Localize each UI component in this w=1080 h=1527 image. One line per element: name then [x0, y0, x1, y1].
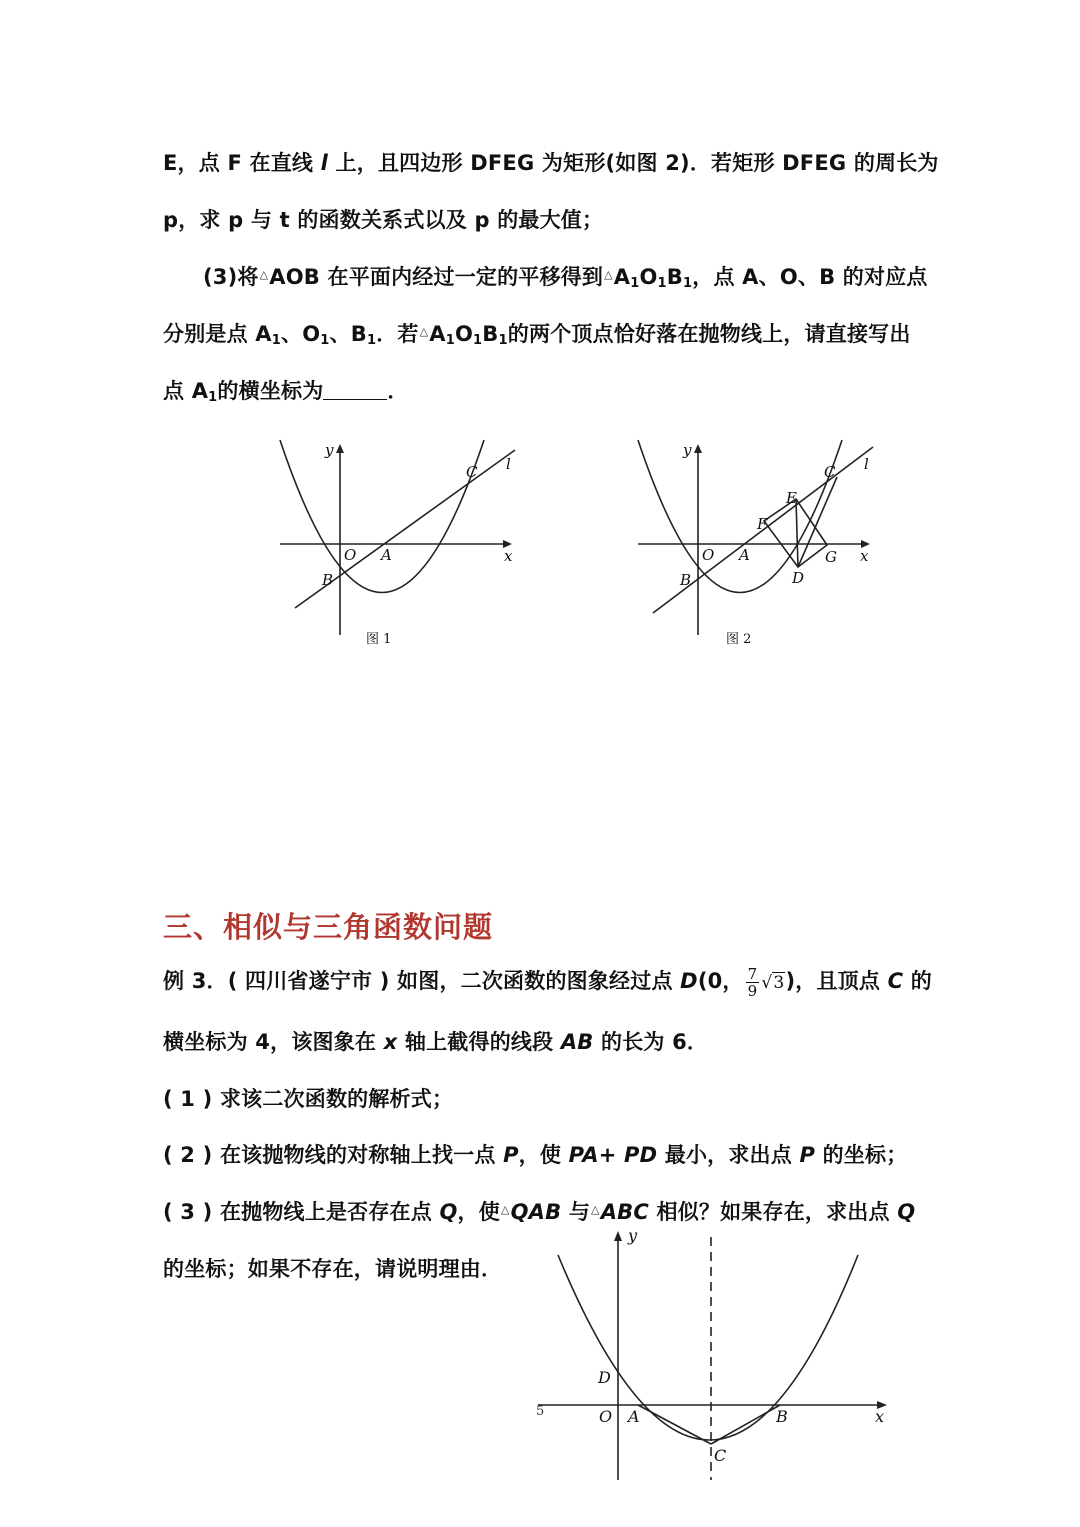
sqrt — [761, 972, 785, 993]
label-G: G — [825, 548, 837, 566]
figure-2 — [628, 435, 888, 655]
text-span: ，使 — [457, 1200, 500, 1224]
text-span: )，且顶点 — [785, 969, 888, 993]
text-span: (3)将 — [203, 265, 259, 289]
text-span: p，求 p 与 t 的函数关系式以及 p 的最大值； — [163, 208, 604, 232]
text-span: + — [598, 1143, 625, 1167]
label-D: D — [598, 1368, 611, 1387]
label-F: F — [757, 515, 768, 533]
text-span: 的坐标； — [815, 1143, 908, 1167]
triangle-ABC: ABC — [600, 1200, 649, 1224]
text-span: 的长为 6． — [593, 1030, 709, 1054]
label-x: x — [504, 547, 513, 565]
text-span: O — [454, 322, 474, 346]
label-B: B — [322, 571, 334, 589]
label-y: y — [628, 1226, 638, 1245]
label-x: x — [860, 547, 869, 565]
subscript: 1 — [366, 333, 377, 348]
text-span: 上，且四边形 DFEG 为矩形(如图 2)．若矩形 DFEG 的周长为 — [328, 151, 939, 175]
text-span: 的横坐标为 — [217, 379, 324, 403]
label-C: C — [714, 1446, 727, 1465]
example3-line-2 — [163, 1026, 708, 1056]
caption: 图 2 — [726, 632, 752, 647]
label-C: C — [466, 463, 478, 481]
line-l-symbol: l — [320, 151, 329, 175]
segment-AB: AB — [560, 1030, 594, 1054]
question-3-cont — [163, 1253, 502, 1283]
text-span: E，点 F 在直线 — [163, 151, 321, 175]
subscript: 1 — [445, 333, 455, 348]
y-arrow — [336, 444, 344, 453]
segment-PD: PD — [624, 1143, 658, 1167]
subscript: 1 — [498, 333, 508, 348]
text-span: ． — [387, 379, 409, 403]
label-O: O — [702, 546, 715, 564]
text-span: 与 — [561, 1200, 591, 1224]
y-arrow — [694, 444, 702, 453]
text-span: A — [429, 322, 446, 346]
text-span: 相似？如果存在，求出点 — [648, 1200, 898, 1224]
label-y: y — [325, 441, 334, 459]
subscript: 1 — [271, 333, 282, 348]
label-O: O — [599, 1407, 613, 1426]
label-D: D — [792, 569, 805, 587]
triangle-symbol: △ — [419, 325, 429, 338]
point-C: C — [887, 969, 904, 993]
triangle-symbol: △ — [500, 1203, 510, 1216]
text-span: ，使 — [518, 1143, 569, 1167]
point-Q: Q — [439, 1200, 458, 1224]
text-line-2 — [163, 204, 603, 234]
triangle-symbol: △ — [259, 268, 269, 281]
label-A: A — [381, 546, 392, 564]
text-span: ，点 A、O、B 的对应点 — [692, 265, 928, 289]
subscript: 1 — [630, 276, 640, 291]
label-B: B — [776, 1407, 788, 1426]
point-D: D — [680, 969, 698, 993]
text-span: 最小，求出点 — [657, 1143, 800, 1167]
text-span: 、O — [281, 322, 321, 346]
question-2 — [163, 1139, 907, 1169]
text-span: ．若 — [376, 322, 419, 346]
question-1 — [163, 1083, 453, 1113]
numerator: 7 — [747, 964, 758, 983]
text-span: B — [666, 265, 684, 289]
text-span: 的 — [903, 969, 932, 993]
text-span: 分别是点 A — [163, 322, 272, 346]
triangle-QAB: QAB — [510, 1200, 562, 1224]
subscript: 1 — [473, 333, 483, 348]
text-line-1 — [163, 147, 939, 177]
subscript: 1 — [657, 276, 667, 291]
parabola — [280, 440, 484, 593]
triangle-symbol: △ — [591, 1203, 600, 1216]
label-A: A — [628, 1407, 640, 1426]
text-span: 的两个顶点恰好落在抛物线上，请直接写出 — [507, 322, 911, 346]
text-span: B — [482, 322, 499, 346]
text-span: ( 2 ) 在该抛物线的对称轴上找一点 — [163, 1143, 504, 1167]
subscript: 1 — [208, 390, 218, 405]
label-B: B — [680, 571, 692, 589]
label-x: x — [875, 1407, 885, 1426]
y-arrow — [614, 1231, 622, 1241]
caption: 图 1 — [366, 632, 392, 647]
subscript: 1 — [683, 276, 693, 291]
example3-line-1 — [163, 965, 932, 999]
denominator: 9 — [747, 981, 758, 1000]
parabola — [638, 440, 842, 593]
segment-PA: PA — [568, 1143, 599, 1167]
text-span: ( 3 ) 在抛物线上是否存在点 — [163, 1200, 440, 1224]
text-line-3 — [203, 261, 928, 291]
label-y: y — [683, 441, 692, 459]
subscript: 1 — [320, 333, 330, 348]
text-span: 点 A — [163, 379, 209, 403]
text-span: 、B — [329, 322, 367, 346]
fraction — [746, 966, 760, 999]
text-span: ( 1 ) 求该二次函数的解析式； — [163, 1087, 454, 1111]
answer-blank — [323, 381, 387, 400]
text-span: AOB 在平面内经过一定的平移得到 — [269, 265, 604, 289]
text-span: A — [613, 265, 631, 289]
text-span: O — [639, 265, 658, 289]
text-span: 例 3．( 四川省遂宁市 ) 如图，二次函数的图象经过点 — [163, 969, 681, 993]
segment-DE — [796, 499, 798, 567]
text-span: 横坐标为 4，该图象在 — [163, 1030, 384, 1054]
var-x: x — [383, 1030, 398, 1054]
text-line-5 — [163, 375, 409, 405]
text-line-4 — [163, 318, 911, 348]
point-P: P — [503, 1143, 519, 1167]
segment-BC — [711, 1405, 780, 1444]
text-span: 轴上截得的线段 — [397, 1030, 561, 1054]
figure-3 — [528, 1225, 898, 1490]
label-l: l — [864, 455, 869, 473]
triangle-symbol: △ — [604, 268, 613, 281]
label-l: l — [506, 455, 511, 473]
point-P: P — [799, 1143, 816, 1167]
figure-1 — [270, 435, 530, 655]
label-A: A — [739, 546, 750, 564]
edge-mark: 5 — [536, 1404, 545, 1419]
section-heading: 三、相似与三角函数问题 — [163, 910, 494, 944]
question-3 — [163, 1196, 915, 1226]
radicand: 3 — [773, 973, 785, 993]
sqrt-sign: √ — [761, 973, 773, 993]
text-span: (0， — [697, 969, 744, 993]
label-E: E — [786, 489, 797, 507]
point-Q: Q — [897, 1200, 916, 1224]
text-span: 的坐标；如果不存在，请说明理由． — [163, 1257, 503, 1281]
segment-AC — [638, 1405, 711, 1444]
label-O: O — [344, 546, 357, 564]
label-C: C — [824, 463, 836, 481]
